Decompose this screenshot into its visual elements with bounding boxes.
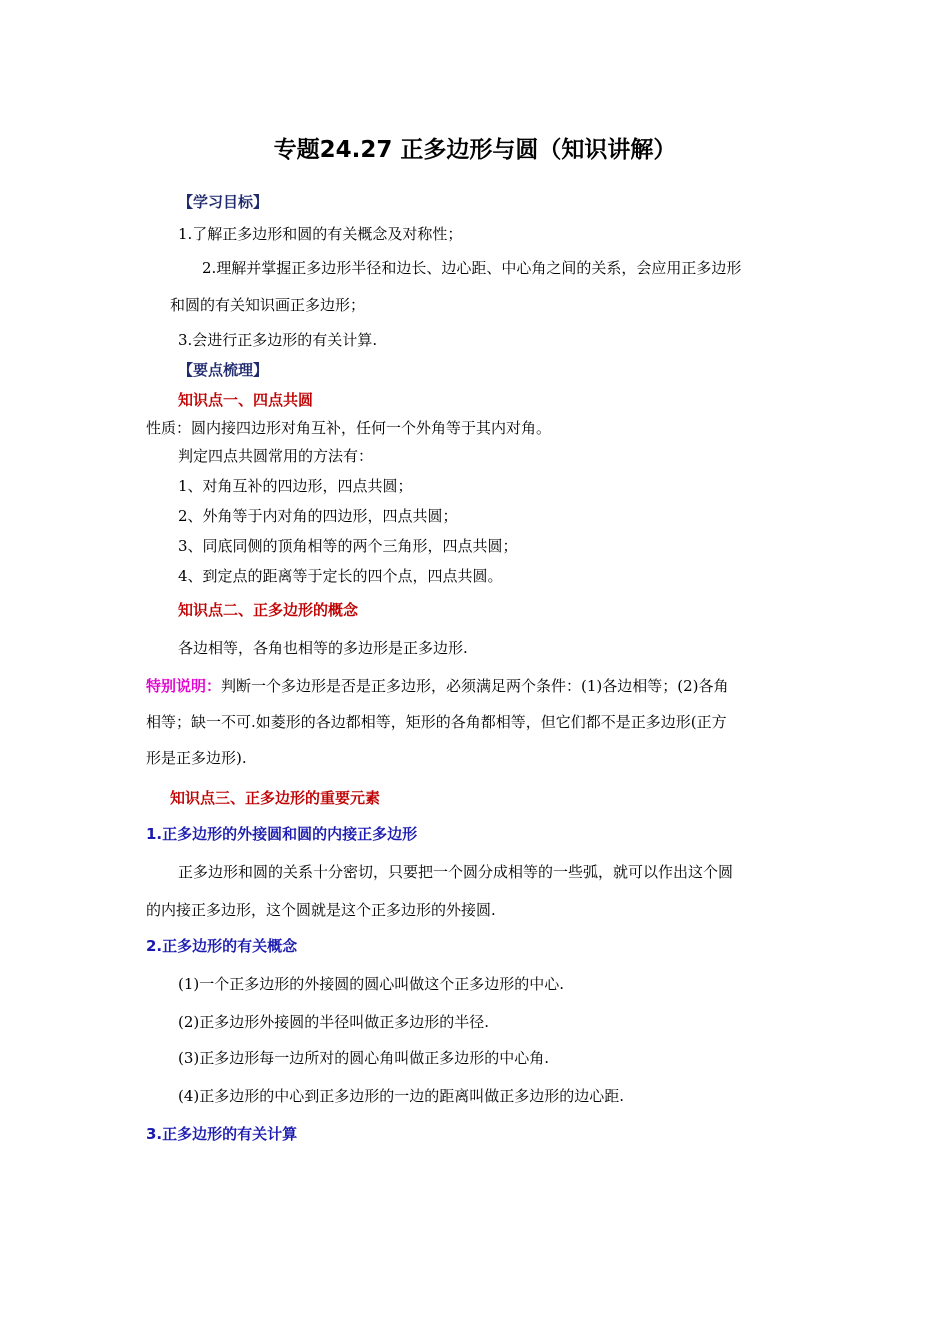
knowledge-point-1-heading: 知识点一、四点共圆 xyxy=(178,391,314,409)
goal-2-continued: 和圆的有关知识画正多边形； xyxy=(170,296,366,314)
kp1-method-2: 2、外角等于内对角的四边形，四点共圆； xyxy=(178,507,458,525)
document-title: 专题24.27 正多边形与圆（知识讲解） xyxy=(273,137,677,163)
subsection-2-item-2: (2)正多边形外接圆的半径叫做正多边形的半径. xyxy=(178,1013,490,1031)
knowledge-point-3-heading: 知识点三、正多边形的重要元素 xyxy=(170,789,381,807)
subsection-2-item-4: (4)正多边形的中心到正多边形的一边的距离叫做正多边形的边心距. xyxy=(178,1087,625,1105)
knowledge-point-2-heading: 知识点二、正多边形的概念 xyxy=(178,601,359,619)
special-note-line-2: 相等；缺一不可.如菱形的各边都相等，矩形的各角都相等，但它们都不是正多边形(正方 xyxy=(146,713,727,731)
goal-3: 3.会进行正多边形的有关计算. xyxy=(178,331,378,349)
special-note-line-3: 形是正多边形). xyxy=(146,749,247,767)
subsection-2-heading: 2.正多边形的有关概念 xyxy=(146,937,298,955)
goal-2: 2.理解并掌握正多边形半径和边长、边心距、中心角之间的关系，会应用正多边形 xyxy=(202,259,742,277)
special-note-line-1 xyxy=(146,676,729,696)
key-points-heading: 【要点梳理】 xyxy=(178,361,269,379)
subsection-2-item-1: (1)一个正多边形的外接圆的圆心叫做这个正多边形的中心. xyxy=(178,975,565,993)
subsection-1-heading: 1.正多边形的外接圆和圆的内接正多边形 xyxy=(146,825,418,843)
kp1-property: 性质：圆内接四边形对角互补，任何一个外角等于其内对角。 xyxy=(146,419,552,437)
subsection-1-line-2: 的内接正多边形，这个圆就是这个正多边形的外接圆. xyxy=(146,901,496,919)
learning-goals-heading: 【学习目标】 xyxy=(178,193,269,211)
special-note-label: 特别说明： xyxy=(146,677,222,695)
kp1-method-3: 3、同底同侧的顶角相等的两个三角形，四点共圆； xyxy=(178,537,518,555)
kp2-definition: 各边相等，各角也相等的多边形是正多边形. xyxy=(178,639,468,657)
subsection-1-line-1: 正多边形和圆的关系十分密切，只要把一个圆分成相等的一些弧，就可以作出这个圆 xyxy=(178,863,734,881)
subsection-2-item-3: (3)正多边形每一边所对的圆心角叫做正多边形的中心角. xyxy=(178,1049,550,1067)
kp1-methods-intro: 判定四点共圆常用的方法有： xyxy=(178,447,374,465)
goal-1: 1.了解正多边形和圆的有关概念及对称性； xyxy=(178,225,463,243)
kp1-method-1: 1、对角互补的四边形，四点共圆； xyxy=(178,477,413,495)
subsection-3-heading: 3.正多边形的有关计算 xyxy=(146,1125,298,1143)
special-note-text-1: 判断一个多边形是否是正多边形，必须满足两个条件：(1)各边相等；(2)各角 xyxy=(221,677,729,695)
kp1-method-4: 4、到定点的距离等于定长的四个点，四点共圆。 xyxy=(178,567,503,585)
